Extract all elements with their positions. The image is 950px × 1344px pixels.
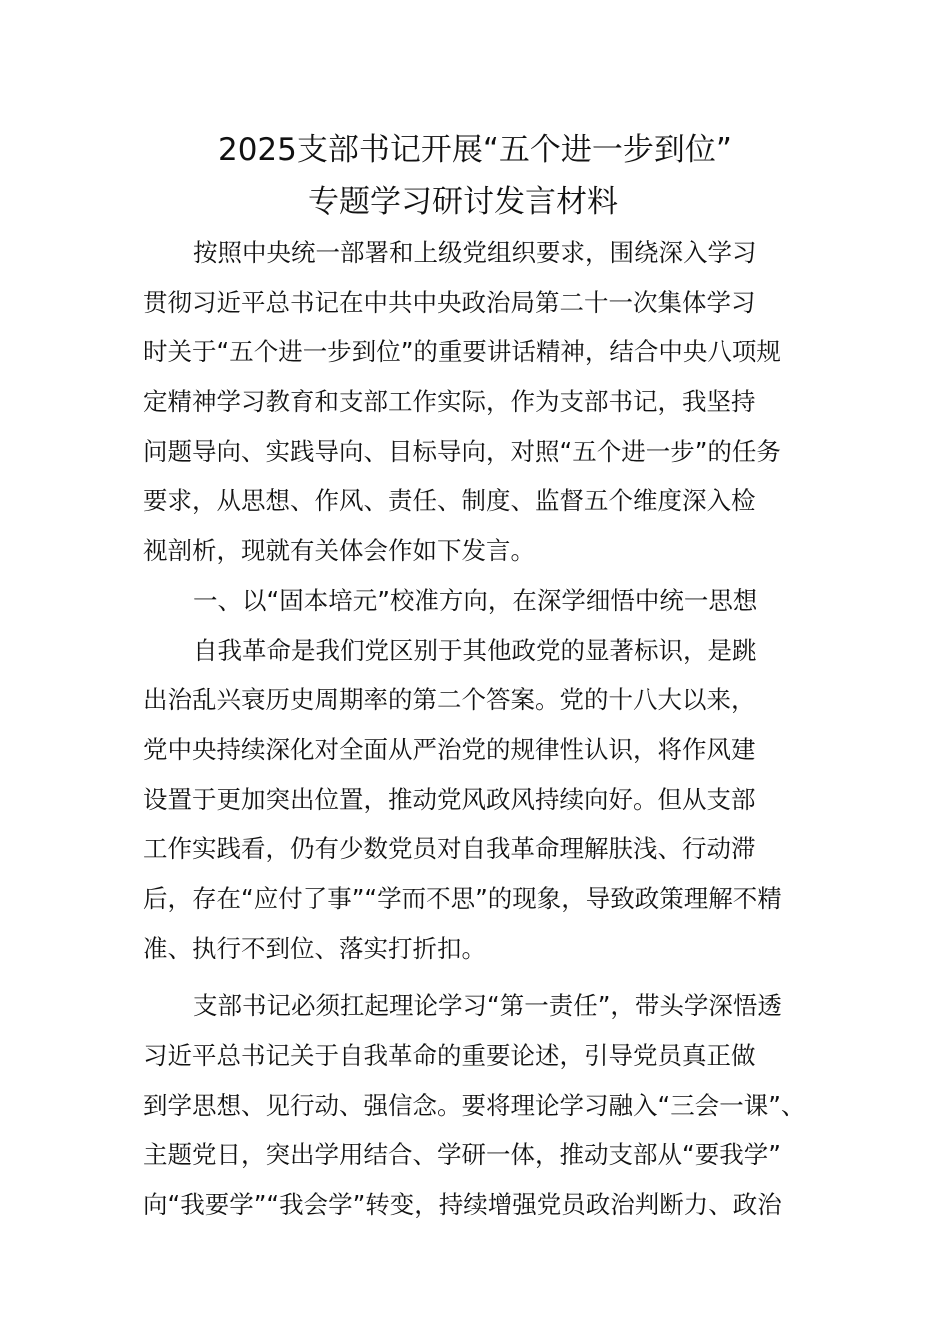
body-text-line: 后，存在“应付了事”“学而不思”的现象，导致政策理解不精 xyxy=(143,883,782,913)
body-text-line: 出治乱兴衰历史周期率的第二个答案。党的十八大以来， xyxy=(143,685,756,715)
body-text-line: 准、执行不到位、落实打折扣。 xyxy=(143,933,486,963)
body-text-line: 时关于“五个进一步到位”的重要讲话精神，结合中央八项规 xyxy=(143,337,781,367)
body-text-line: 问题导向、实践导向、目标导向，对照“五个进一步”的任务 xyxy=(143,436,781,466)
document-title-line-2: 专题学习研讨发言材料 xyxy=(308,184,618,220)
body-text-line: 支部书记必须扛起理论学习“第一责任”，带头学深悟透 xyxy=(193,991,782,1021)
body-text-line: 定精神学习教育和支部工作实际，作为支部书记，我坚持 xyxy=(143,387,756,417)
body-text-line: 党中央持续深化对全面从严治党的规律性认识，将作风建 xyxy=(143,734,756,764)
body-text-line: 要求，从思想、作风、责任、制度、监督五个维度深入检 xyxy=(143,486,756,516)
document-title-line-1: 2025支部书记开展“五个进一步到位” xyxy=(217,132,732,168)
body-text-line: 贯彻习近平总书记在中共中央政治局第二十一次集体学习 xyxy=(143,287,756,317)
body-text-line: 一、以“固本培元”校准方向，在深学细悟中统一思想 xyxy=(193,585,758,615)
body-text-line: 向“我要学”“我会学”转变，持续增强党员政治判断力、政治 xyxy=(143,1190,782,1220)
body-text-line: 工作实践看，仍有少数党员对自我革命理解肤浅、行动滞 xyxy=(143,834,756,864)
body-text-line: 按照中央统一部署和上级党组织要求，围绕深入学习 xyxy=(193,238,757,267)
paragraph-gap xyxy=(143,973,813,981)
body-text-line: 主题党日，突出学用结合、学研一体，推动支部从“要我学” xyxy=(143,1140,781,1170)
body-text-line: 到学思想、见行动、强信念。要将理论学习融入“三会一课”、 xyxy=(143,1090,806,1120)
body-text-line: 自我革命是我们党区别于其他政党的显著标识，是跳 xyxy=(193,635,757,665)
body-text-line: 视剖析，现就有关体会作如下发言。 xyxy=(143,536,535,566)
body-text-line: 习近平总书记关于自我革命的重要论述，引导党员真正做 xyxy=(143,1041,756,1070)
document-body xyxy=(143,228,813,1230)
body-text-line: 设置于更加突出位置，推动党风政风持续向好。但从支部 xyxy=(143,784,756,814)
